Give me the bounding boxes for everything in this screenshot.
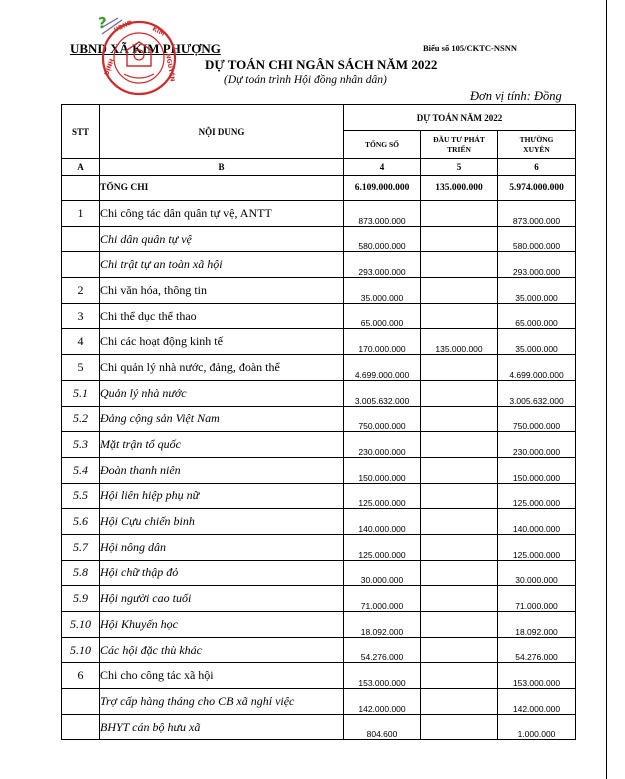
- document-title: DỰ TOÁN CHI NGÂN SÁCH NĂM 2022: [205, 57, 438, 72]
- row-total: 140.000.000: [344, 509, 421, 535]
- row-label: Hội người cao tuổi: [100, 586, 344, 612]
- row-stt: 5.2: [62, 406, 100, 432]
- row-label: Chi thể dục thể thao: [100, 303, 344, 329]
- svg-text:?: ?: [98, 14, 107, 32]
- row-label: Chi các hoạt động kinh tế: [100, 329, 344, 355]
- row-label: Hội chữ thập đỏ: [100, 560, 344, 586]
- row-label: Trợ cấp hàng tháng cho CB xã nghỉ việc: [100, 689, 344, 715]
- row-investment: 135.000.000: [421, 329, 498, 355]
- column-index-row: [62, 159, 576, 176]
- table-row: [62, 278, 576, 304]
- column-index: B: [100, 159, 344, 176]
- row-investment: [421, 303, 498, 329]
- table-row: [62, 637, 576, 663]
- row-stt: 5.3: [62, 432, 100, 458]
- row-regular: 142.000.000: [498, 689, 576, 715]
- row-stt: 5.6: [62, 509, 100, 535]
- table-row: [62, 560, 576, 586]
- row-investment: [421, 406, 498, 432]
- currency-unit: Đơn vị tính: Đồng: [470, 89, 562, 103]
- table-row: [62, 457, 576, 483]
- row-label: Hội Cựu chiến binh: [100, 509, 344, 535]
- row-total: 750.000.000: [344, 406, 421, 432]
- row-regular: 230.000.000: [498, 432, 576, 458]
- header-investment-line2: TRIỂN: [447, 144, 471, 154]
- table-row: [62, 355, 576, 381]
- row-investment: [421, 201, 498, 227]
- row-stt: 2: [62, 278, 100, 304]
- row-regular: 140.000.000: [498, 509, 576, 535]
- total-stt: [62, 176, 100, 201]
- row-stt: 5.5: [62, 483, 100, 509]
- row-investment: [421, 509, 498, 535]
- row-investment: [421, 380, 498, 406]
- row-investment: [421, 483, 498, 509]
- column-index: 5: [421, 159, 498, 176]
- row-regular: 4.699.000.000: [498, 355, 576, 381]
- row-label: Hội nông dân: [100, 534, 344, 560]
- row-total: 54.276.000: [344, 637, 421, 663]
- row-label: Các hội đặc thù khác: [100, 637, 344, 663]
- row-label: Đoàn thanh niên: [100, 457, 344, 483]
- row-label: Mặt trận tổ quốc: [100, 432, 344, 458]
- row-stt: 4: [62, 329, 100, 355]
- total-regular: 5.974.000.000: [498, 176, 576, 201]
- row-investment: [421, 612, 498, 638]
- row-total: 293.000.000: [344, 252, 421, 278]
- header-content: NỘI DUNG: [100, 105, 344, 159]
- row-label: BHYT cán bộ hưu xã: [100, 714, 344, 740]
- table-row: [62, 509, 576, 535]
- row-label: Đảng cộng sản Việt Nam: [100, 406, 344, 432]
- row-total: 804.600: [344, 714, 421, 740]
- header-regular-line2: XUYÊN: [523, 144, 550, 154]
- svg-text:UBND: UBND: [112, 19, 134, 34]
- row-regular: 293.000.000: [498, 252, 576, 278]
- table-row: [62, 380, 576, 406]
- row-stt: [62, 252, 100, 278]
- row-total: 125.000.000: [344, 483, 421, 509]
- row-total: 125.000.000: [344, 534, 421, 560]
- page-right-border: [606, 0, 607, 779]
- row-investment: [421, 278, 498, 304]
- total-investment: 135.000.000: [421, 176, 498, 201]
- row-investment: [421, 355, 498, 381]
- table-header-row: [62, 105, 576, 131]
- row-investment: [421, 689, 498, 715]
- row-regular: 750.000.000: [498, 406, 576, 432]
- row-total: 150.000.000: [344, 457, 421, 483]
- table-row: [62, 586, 576, 612]
- row-stt: 5.9: [62, 586, 100, 612]
- row-total: 142.000.000: [344, 689, 421, 715]
- row-total: 71.000.000: [344, 586, 421, 612]
- row-total: 170.000.000: [344, 329, 421, 355]
- row-label: Quản lý nhà nước: [100, 380, 344, 406]
- row-stt: [62, 226, 100, 252]
- document-subtitle: (Dự toán trình Hội đồng nhân dân): [224, 74, 387, 86]
- header-regular: [498, 131, 576, 159]
- row-regular: 3.005.632.000: [498, 380, 576, 406]
- row-regular: 153.000.000: [498, 663, 576, 689]
- row-stt: 5.1: [62, 380, 100, 406]
- row-stt: 5.7: [62, 534, 100, 560]
- column-index: 4: [344, 159, 421, 176]
- row-investment: [421, 663, 498, 689]
- row-total: 580.000.000: [344, 226, 421, 252]
- table-row: [62, 483, 576, 509]
- row-stt: 6: [62, 663, 100, 689]
- row-investment: [421, 432, 498, 458]
- row-stt: 5.4: [62, 457, 100, 483]
- row-investment: [421, 637, 498, 663]
- form-code: Biểu số 105/CKTC-NSNN: [423, 43, 517, 53]
- table-row: [62, 201, 576, 227]
- row-total: 35.000.000: [344, 278, 421, 304]
- budget-table: [61, 104, 576, 740]
- row-stt: 5.10: [62, 637, 100, 663]
- total-label: TỔNG CHI: [100, 176, 344, 201]
- table-row: [62, 663, 576, 689]
- row-investment: [421, 534, 498, 560]
- row-label: Chi cho công tác xã hội: [100, 663, 344, 689]
- row-investment: [421, 714, 498, 740]
- row-total: 65.000.000: [344, 303, 421, 329]
- organization-name: UBND XÃ KIM PHƯỢNG: [70, 41, 221, 56]
- row-regular: 35.000.000: [498, 329, 576, 355]
- row-label: Chi quản lý nhà nước, đảng, đoàn thể: [100, 355, 344, 381]
- row-investment: [421, 252, 498, 278]
- row-total: 873.000.000: [344, 201, 421, 227]
- row-regular: 54.276.000: [498, 637, 576, 663]
- table-row: [62, 303, 576, 329]
- header-regular-line1: THƯỜNG: [519, 135, 554, 145]
- row-stt: 5: [62, 355, 100, 381]
- row-stt: 1: [62, 201, 100, 227]
- row-regular: 18.092.000: [498, 612, 576, 638]
- column-index: A: [62, 159, 100, 176]
- row-regular: 35.000.000: [498, 278, 576, 304]
- row-investment: [421, 457, 498, 483]
- table-row: [62, 329, 576, 355]
- row-regular: 150.000.000: [498, 457, 576, 483]
- row-stt: [62, 689, 100, 715]
- header-stt: STT: [62, 105, 100, 159]
- row-regular: 125.000.000: [498, 483, 576, 509]
- row-total: 4.699.000.000: [344, 355, 421, 381]
- row-total: 153.000.000: [344, 663, 421, 689]
- header-budget-group: DỰ TOÁN NĂM 2022: [344, 105, 576, 131]
- table-row: [62, 406, 576, 432]
- row-total: 230.000.000: [344, 432, 421, 458]
- row-label: Chi công tác dân quân tự vệ, ANTT: [100, 201, 344, 227]
- total-amount: 6.109.000.000: [344, 176, 421, 201]
- row-label: Hội Khuyến học: [100, 612, 344, 638]
- row-label: Hội liên hiệp phụ nữ: [100, 483, 344, 509]
- row-stt: 5.8: [62, 560, 100, 586]
- table-row: [62, 714, 576, 740]
- row-label: Chi văn hóa, thông tin: [100, 278, 344, 304]
- row-investment: [421, 586, 498, 612]
- row-total: 30.000.000: [344, 560, 421, 586]
- row-label: Chi dân quân tự vệ: [100, 226, 344, 252]
- row-regular: 71.000.000: [498, 586, 576, 612]
- row-regular: 1.000.000: [498, 714, 576, 740]
- table-row: [62, 252, 576, 278]
- official-seal-stamp: [82, 14, 190, 102]
- svg-text:KIM: KIM: [151, 25, 166, 38]
- table-row: [62, 612, 576, 638]
- header-total: TỔNG SỐ: [344, 131, 421, 159]
- row-label: Chi trật tự an toàn xã hội: [100, 252, 344, 278]
- header-investment: [421, 131, 498, 159]
- row-stt: 5.10: [62, 612, 100, 638]
- svg-text:NGUYÊN: NGUYÊN: [164, 53, 176, 83]
- row-regular: 580.000.000: [498, 226, 576, 252]
- column-index: 6: [498, 159, 576, 176]
- row-stt: 3: [62, 303, 100, 329]
- row-investment: [421, 560, 498, 586]
- table-row: [62, 226, 576, 252]
- table-row: [62, 534, 576, 560]
- table-row: [62, 689, 576, 715]
- header-investment-line1: ĐẦU TƯ PHÁT: [433, 135, 485, 145]
- row-regular: 30.000.000: [498, 560, 576, 586]
- row-stt: [62, 714, 100, 740]
- table-row: [62, 432, 576, 458]
- row-regular: 65.000.000: [498, 303, 576, 329]
- row-total: 3.005.632.000: [344, 380, 421, 406]
- total-row: [62, 176, 576, 201]
- row-investment: [421, 226, 498, 252]
- row-total: 18.092.000: [344, 612, 421, 638]
- row-regular: 873.000.000: [498, 201, 576, 227]
- row-regular: 125.000.000: [498, 534, 576, 560]
- svg-text:ĐỊNH: ĐỊNH: [103, 58, 116, 77]
